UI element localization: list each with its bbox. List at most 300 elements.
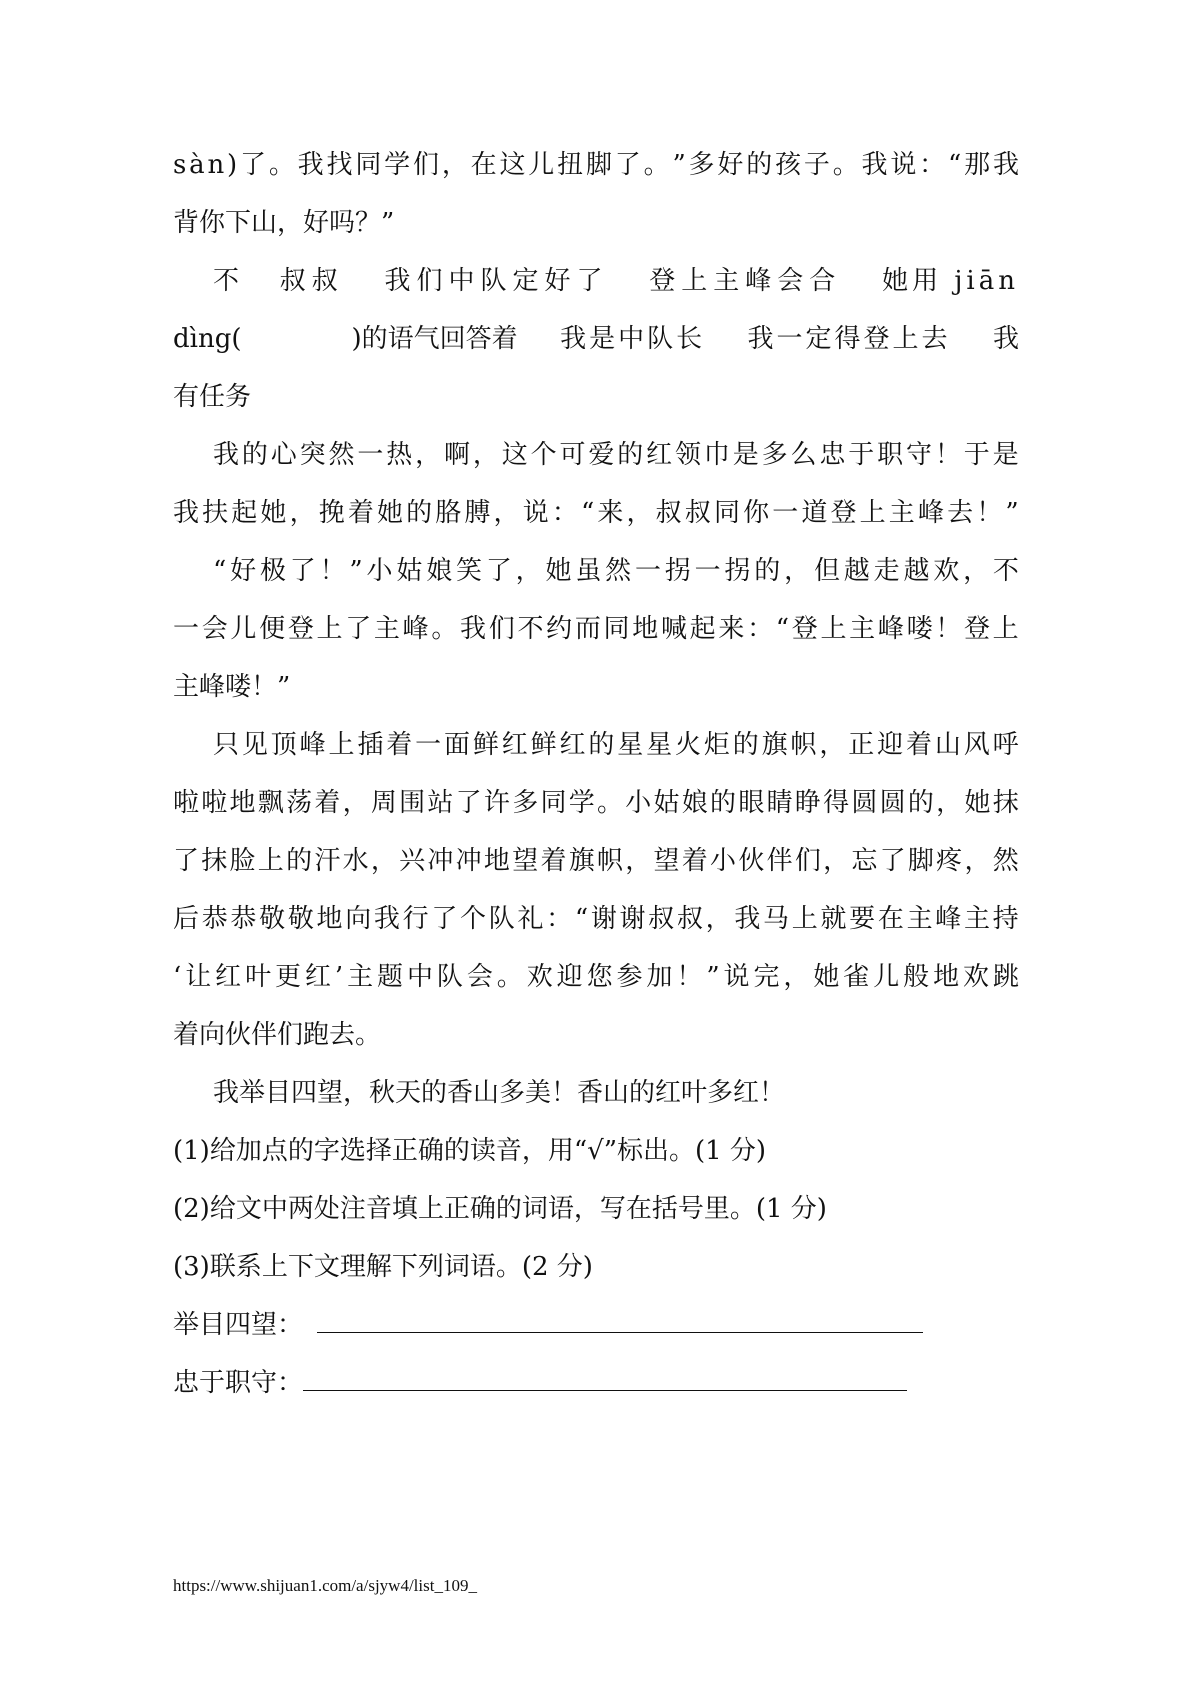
glyph: 虽 xyxy=(575,556,602,586)
glyph: ” xyxy=(706,962,720,992)
answer-line[interactable] xyxy=(317,1308,923,1333)
glyph: 一 xyxy=(357,440,384,470)
passage-line-1 xyxy=(173,148,1019,182)
glyph: 找 xyxy=(326,150,353,180)
glyph: 你 xyxy=(743,498,770,528)
glyph: 上 xyxy=(328,730,355,760)
glyph: 们 xyxy=(794,846,821,876)
glyph: ， xyxy=(705,904,732,934)
glyph: 迎 xyxy=(877,730,904,760)
glyph: 了 xyxy=(240,150,267,180)
glyph: 巾 xyxy=(703,440,730,470)
glyph: 敬 xyxy=(287,904,314,934)
glyph: 圆 xyxy=(879,788,906,818)
glyph: 帜 xyxy=(790,730,817,760)
glyph: 起 xyxy=(689,614,716,644)
glyph: 守 xyxy=(906,440,933,470)
glyph: 主 xyxy=(906,904,933,934)
glyph: 完 xyxy=(753,962,780,992)
glyph: 我 xyxy=(373,904,400,934)
glyph: ， xyxy=(515,556,542,586)
glyph: 她 xyxy=(813,962,840,992)
glyph: 我 xyxy=(861,150,888,180)
passage-line-10 xyxy=(173,670,1019,704)
glyph: ， xyxy=(783,962,810,992)
glyph: 望 xyxy=(653,846,680,876)
glyph: 。 xyxy=(832,150,859,180)
glyph: 同 xyxy=(603,614,630,644)
glyph: 在 xyxy=(877,904,904,934)
glyph: 啦 xyxy=(173,788,200,818)
glyph: 我 xyxy=(460,614,487,644)
glyph: 她 xyxy=(545,556,572,586)
text: (2)给文中两处注音填上正确的词语，写在括号里。(1 分) xyxy=(173,1194,827,1224)
glyph: 上 xyxy=(859,498,886,528)
question-3 xyxy=(173,1250,1019,1284)
text: 我一定得登上去 xyxy=(747,324,951,354)
glyph: ！ xyxy=(976,498,1003,528)
glyph: 么 xyxy=(790,440,817,470)
glyph: 见 xyxy=(241,730,268,760)
glyph: 般 xyxy=(903,962,930,992)
glyph: 心 xyxy=(270,440,297,470)
glyph: 谢 xyxy=(619,904,646,934)
glyph: 道 xyxy=(801,498,828,528)
glyph: 同 xyxy=(713,498,740,528)
glyph: 爱 xyxy=(588,440,615,470)
glyph: 会 xyxy=(201,614,228,644)
glyph: 但 xyxy=(813,556,840,586)
glyph: 起 xyxy=(231,498,258,528)
glyph: 不 xyxy=(517,614,544,644)
glyph: 行 xyxy=(402,904,429,934)
glyph: 水 xyxy=(342,846,369,876)
glyph: 在 xyxy=(470,150,497,180)
glyph: 迎 xyxy=(556,962,583,992)
glyph: 好 xyxy=(717,150,744,180)
glyph: ： xyxy=(551,498,578,528)
text: 我们中队定好了 xyxy=(384,266,609,296)
glyph: ’ xyxy=(334,962,344,992)
glyph: 只 xyxy=(213,730,240,760)
glyph: 挽 xyxy=(318,498,345,528)
glyph: ： xyxy=(747,614,774,644)
glyph: 登 xyxy=(791,614,818,644)
glyph: 得 xyxy=(823,788,850,818)
glyph: 地 xyxy=(933,962,960,992)
passage-line-8 xyxy=(213,554,1019,588)
glyph: 谢 xyxy=(590,904,617,934)
glyph: 面 xyxy=(444,730,471,760)
glyph: 的 xyxy=(732,730,759,760)
glyph: 抹 xyxy=(992,788,1019,818)
glyph: 鲜 xyxy=(472,730,499,760)
glyph: 那 xyxy=(964,150,991,180)
glyph: 火 xyxy=(675,730,702,760)
glyph: 峰 xyxy=(935,904,962,934)
glyph: 。 xyxy=(431,614,458,644)
glyph: 中 xyxy=(406,962,433,992)
glyph: ， xyxy=(936,788,963,818)
glyph: 睁 xyxy=(794,788,821,818)
glyph: 了 xyxy=(345,614,372,644)
glyph: 队 xyxy=(488,904,515,934)
glyph: 了 xyxy=(485,556,512,586)
glyph: 于 xyxy=(963,440,990,470)
footer-url[interactable]: https://www.shijuan1.com/a/sjyw4/list_109_ xyxy=(173,1576,477,1595)
glyph: 欢 xyxy=(963,962,990,992)
glyph: “ xyxy=(574,904,589,934)
glyph: 登 xyxy=(830,498,857,528)
glyph: 笑 xyxy=(456,556,483,586)
glyph: 孩 xyxy=(775,150,802,180)
glyph: “ xyxy=(948,150,962,180)
glyph: 小 xyxy=(366,556,393,586)
glyph: 的 xyxy=(286,846,313,876)
glyph: ， xyxy=(493,498,520,528)
glyph: 着 xyxy=(314,788,341,818)
glyph: 恭 xyxy=(230,904,257,934)
glyph: 上 xyxy=(992,614,1019,644)
glyph: 欢 xyxy=(526,962,553,992)
glyph: 围 xyxy=(399,788,426,818)
glyph: 叔 xyxy=(655,498,682,528)
glyph: 冲 xyxy=(427,846,454,876)
glyph: 娘 xyxy=(681,788,708,818)
glyph: 向 xyxy=(345,904,372,934)
passage-line-12 xyxy=(173,786,1019,820)
glyph: 不 xyxy=(992,556,1019,586)
glyph: 着 xyxy=(681,846,708,876)
glyph: 圆 xyxy=(851,788,878,818)
glyph: 伴 xyxy=(766,846,793,876)
term-label: 忠于职守： xyxy=(173,1368,304,1398)
passage-line-11 xyxy=(213,728,1019,762)
glyph: 的 xyxy=(907,788,934,818)
glyph: 来 xyxy=(718,614,745,644)
text: 登上主峰会合 xyxy=(649,266,842,296)
glyph: 脚 xyxy=(585,150,612,180)
glyph: 峰 xyxy=(402,614,429,644)
glyph: 欢 xyxy=(933,556,960,586)
glyph: 地 xyxy=(632,614,659,644)
text: 主峰喽！” xyxy=(173,672,291,702)
glyph: 一 xyxy=(634,556,661,586)
glyph: ， xyxy=(964,846,991,876)
answer-line[interactable] xyxy=(303,1366,907,1391)
glyph: 。 xyxy=(496,962,523,992)
glyph: 啊 xyxy=(444,440,471,470)
passage-line-15 xyxy=(173,960,1019,994)
glyph: 风 xyxy=(963,730,990,760)
glyph: ， xyxy=(625,846,652,876)
text: (3)联系上下文理解下列词语。(2 分) xyxy=(173,1252,593,1282)
glyph: 恭 xyxy=(201,904,228,934)
glyph: 说 xyxy=(723,962,750,992)
glyph: 越 xyxy=(843,556,870,586)
glyph: 儿 xyxy=(873,962,900,992)
glyph: 上 xyxy=(791,904,818,934)
glyph: 拐 xyxy=(664,556,691,586)
glyph: 走 xyxy=(873,556,900,586)
glyph: 着 xyxy=(347,498,374,528)
glyph: 喊 xyxy=(660,614,687,644)
glyph: 旗 xyxy=(761,730,788,760)
passage-line-3 xyxy=(213,264,1019,298)
glyph: 个 xyxy=(530,440,557,470)
text: 我举目四望，秋天的香山多美！香山的红叶多红！ xyxy=(213,1078,786,1108)
glyph: 礼 xyxy=(517,904,544,934)
glyph: 炬 xyxy=(703,730,730,760)
text: (1)给加点的字选择正确的读音，用“√”标出。(1 分) xyxy=(173,1136,767,1166)
glyph: 了 xyxy=(431,904,458,934)
glyph: 着 xyxy=(906,730,933,760)
glyph: 登 xyxy=(287,614,314,644)
passage-line-13 xyxy=(173,844,1019,878)
text: 不 xyxy=(213,266,240,296)
glyph: 叔 xyxy=(684,498,711,528)
glyph: 冲 xyxy=(455,846,482,876)
glyph: 膊 xyxy=(464,498,491,528)
text: 有任务 xyxy=(173,382,252,412)
glyph: 叶 xyxy=(245,962,272,992)
question-1 xyxy=(173,1134,1019,1168)
glyph: ” xyxy=(1005,498,1019,528)
glyph: 我 xyxy=(213,440,240,470)
glyph: 主 xyxy=(373,614,400,644)
glyph: 一 xyxy=(772,498,799,528)
text: 背你下山，好吗？” xyxy=(173,208,395,238)
glyph: 跳 xyxy=(992,962,1019,992)
glyph: 多 xyxy=(688,150,715,180)
glyph: ， xyxy=(415,440,442,470)
passage-line-2 xyxy=(173,206,1019,240)
glyph: ， xyxy=(784,556,811,586)
glyph: 喽 xyxy=(906,614,933,644)
glyph: 啦 xyxy=(201,788,228,818)
glyph: 马 xyxy=(763,904,790,934)
term-row-2 xyxy=(173,1366,1019,1400)
glyph: 疼 xyxy=(936,846,963,876)
glyph: 上 xyxy=(820,614,847,644)
glyph: 来 xyxy=(597,498,624,528)
glyph: 然 xyxy=(605,556,632,586)
glyph: 便 xyxy=(259,614,286,644)
glyph: 峰 xyxy=(877,614,904,644)
glyph: “ xyxy=(580,498,595,528)
glyph: 帜 xyxy=(596,846,623,876)
glyph: 要 xyxy=(849,904,876,934)
glyph: 让 xyxy=(185,962,212,992)
glyph: 好 xyxy=(230,556,257,586)
text: )的语气回答着 xyxy=(351,324,518,354)
passage-line-7 xyxy=(173,496,1019,530)
pinyin-blank-group xyxy=(173,322,518,356)
glyph: 上 xyxy=(257,846,284,876)
glyph: 睛 xyxy=(766,788,793,818)
glyph: 参 xyxy=(616,962,643,992)
glyph: 叔 xyxy=(676,904,703,934)
glyph: ， xyxy=(289,498,316,528)
glyph: 了 xyxy=(879,846,906,876)
glyph: 地 xyxy=(229,788,256,818)
glyph: 突 xyxy=(299,440,326,470)
glyph: 脸 xyxy=(229,846,256,876)
glyph: 着 xyxy=(540,846,567,876)
glyph: 学 xyxy=(384,150,411,180)
text: 我 xyxy=(992,324,1019,354)
glyph: 而 xyxy=(574,614,601,644)
text: 我是中队长 xyxy=(560,324,706,354)
glyph: ， xyxy=(472,440,499,470)
term-row-1 xyxy=(173,1308,1019,1342)
glyph: 的 xyxy=(617,440,644,470)
glyph: 说 xyxy=(890,150,917,180)
glyph: 您 xyxy=(586,962,613,992)
glyph: ！ xyxy=(319,556,346,586)
glyph: 雀 xyxy=(843,962,870,992)
glyph: 她 xyxy=(964,788,991,818)
glyph: 一 xyxy=(694,556,721,586)
passage-line-14 xyxy=(173,902,1019,936)
passage-line-17 xyxy=(213,1076,1059,1110)
glyph: 扭 xyxy=(557,150,584,180)
glyph: 的 xyxy=(754,556,781,586)
passage-line-9 xyxy=(173,612,1019,646)
glyph: 眼 xyxy=(738,788,765,818)
glyph: 。 xyxy=(596,788,623,818)
glyph: 峰 xyxy=(299,730,326,760)
glyph: 兴 xyxy=(399,846,426,876)
glyph: n xyxy=(207,150,225,180)
glyph: 会 xyxy=(466,962,493,992)
glyph: 个 xyxy=(460,904,487,934)
text: dìng( xyxy=(173,324,242,354)
glyph: s xyxy=(173,150,187,180)
glyph: 胳 xyxy=(435,498,462,528)
glyph: 更 xyxy=(275,962,302,992)
glyph: 红 xyxy=(501,730,528,760)
glyph: 上 xyxy=(316,614,343,644)
glyph: ！ xyxy=(935,614,962,644)
glyph: 地 xyxy=(483,846,510,876)
glyph: 我 xyxy=(297,150,324,180)
passage-line-4 xyxy=(173,322,1019,356)
text: 她用 jiān xyxy=(882,266,1019,296)
glyph: 的 xyxy=(746,150,773,180)
glyph: 题 xyxy=(377,962,404,992)
glyph: 加 xyxy=(646,962,673,992)
glyph: 极 xyxy=(259,556,286,586)
glyph: “ xyxy=(775,614,790,644)
glyph: 主 xyxy=(963,904,990,934)
glyph: 着 xyxy=(386,730,413,760)
glyph: 旗 xyxy=(568,846,595,876)
glyph: ： xyxy=(919,150,946,180)
glyph: 学 xyxy=(568,788,595,818)
glyph: 的 xyxy=(588,730,615,760)
glyph: 姑 xyxy=(653,788,680,818)
glyph: ， xyxy=(370,846,397,876)
glyph: 星 xyxy=(617,730,644,760)
glyph: 山 xyxy=(934,730,961,760)
glyph: 她 xyxy=(376,498,403,528)
glyph: 主 xyxy=(888,498,915,528)
glyph: 抹 xyxy=(201,846,228,876)
glyph: ！ xyxy=(676,962,703,992)
glyph: 脚 xyxy=(907,846,934,876)
glyph: 这 xyxy=(501,440,528,470)
text: 叔叔 xyxy=(279,266,344,296)
glyph: 鲜 xyxy=(530,730,557,760)
glyph: 的 xyxy=(241,440,268,470)
glyph: 主 xyxy=(347,962,374,992)
glyph: 们 xyxy=(488,614,515,644)
glyph: 。 xyxy=(268,150,295,180)
glyph: 子 xyxy=(803,150,830,180)
glyph: 主 xyxy=(849,614,876,644)
glyph: 于 xyxy=(848,440,875,470)
glyph: 多 xyxy=(512,788,539,818)
glyph: “ xyxy=(213,556,227,586)
glyph: 她 xyxy=(260,498,287,528)
glyph: 后 xyxy=(173,904,200,934)
glyph: 顶 xyxy=(270,730,297,760)
glyph: 了 xyxy=(289,556,316,586)
glyph: 星 xyxy=(646,730,673,760)
glyph: 领 xyxy=(675,440,702,470)
glyph: 站 xyxy=(427,788,454,818)
glyph: 娘 xyxy=(426,556,453,586)
glyph: 越 xyxy=(903,556,930,586)
glyph: 红 xyxy=(215,962,242,992)
glyph: 望 xyxy=(512,846,539,876)
glyph: ” xyxy=(349,556,363,586)
glyph: 的 xyxy=(406,498,433,528)
glyph: 登 xyxy=(963,614,990,644)
glyph: 汗 xyxy=(314,846,341,876)
glyph: 红 xyxy=(646,440,673,470)
glyph: 们 xyxy=(412,150,439,180)
glyph: 就 xyxy=(820,904,847,934)
glyph: 去 xyxy=(947,498,974,528)
glyph: 职 xyxy=(877,440,904,470)
glyph: ， xyxy=(819,730,846,760)
glyph: 姑 xyxy=(396,556,423,586)
glyph: 插 xyxy=(357,730,384,760)
glyph: 是 xyxy=(992,440,1019,470)
glyph: 峰 xyxy=(917,498,944,528)
glyph: ” xyxy=(672,150,686,180)
glyph: 周 xyxy=(370,788,397,818)
glyph: ， xyxy=(823,846,850,876)
glyph: 同 xyxy=(355,150,382,180)
glyph: 许 xyxy=(483,788,510,818)
glyph: 忘 xyxy=(851,846,878,876)
glyph: ， xyxy=(626,498,653,528)
glyph: 。 xyxy=(643,150,670,180)
glyph: à xyxy=(189,150,205,180)
glyph: ： xyxy=(546,904,573,934)
glyph: 正 xyxy=(848,730,875,760)
glyph: 队 xyxy=(436,962,463,992)
glyph: 飘 xyxy=(257,788,284,818)
glyph: 我 xyxy=(734,904,761,934)
glyph: 荡 xyxy=(286,788,313,818)
glyph: ！ xyxy=(934,440,961,470)
passage-line-6 xyxy=(213,438,1019,472)
glyph: 小 xyxy=(625,788,652,818)
